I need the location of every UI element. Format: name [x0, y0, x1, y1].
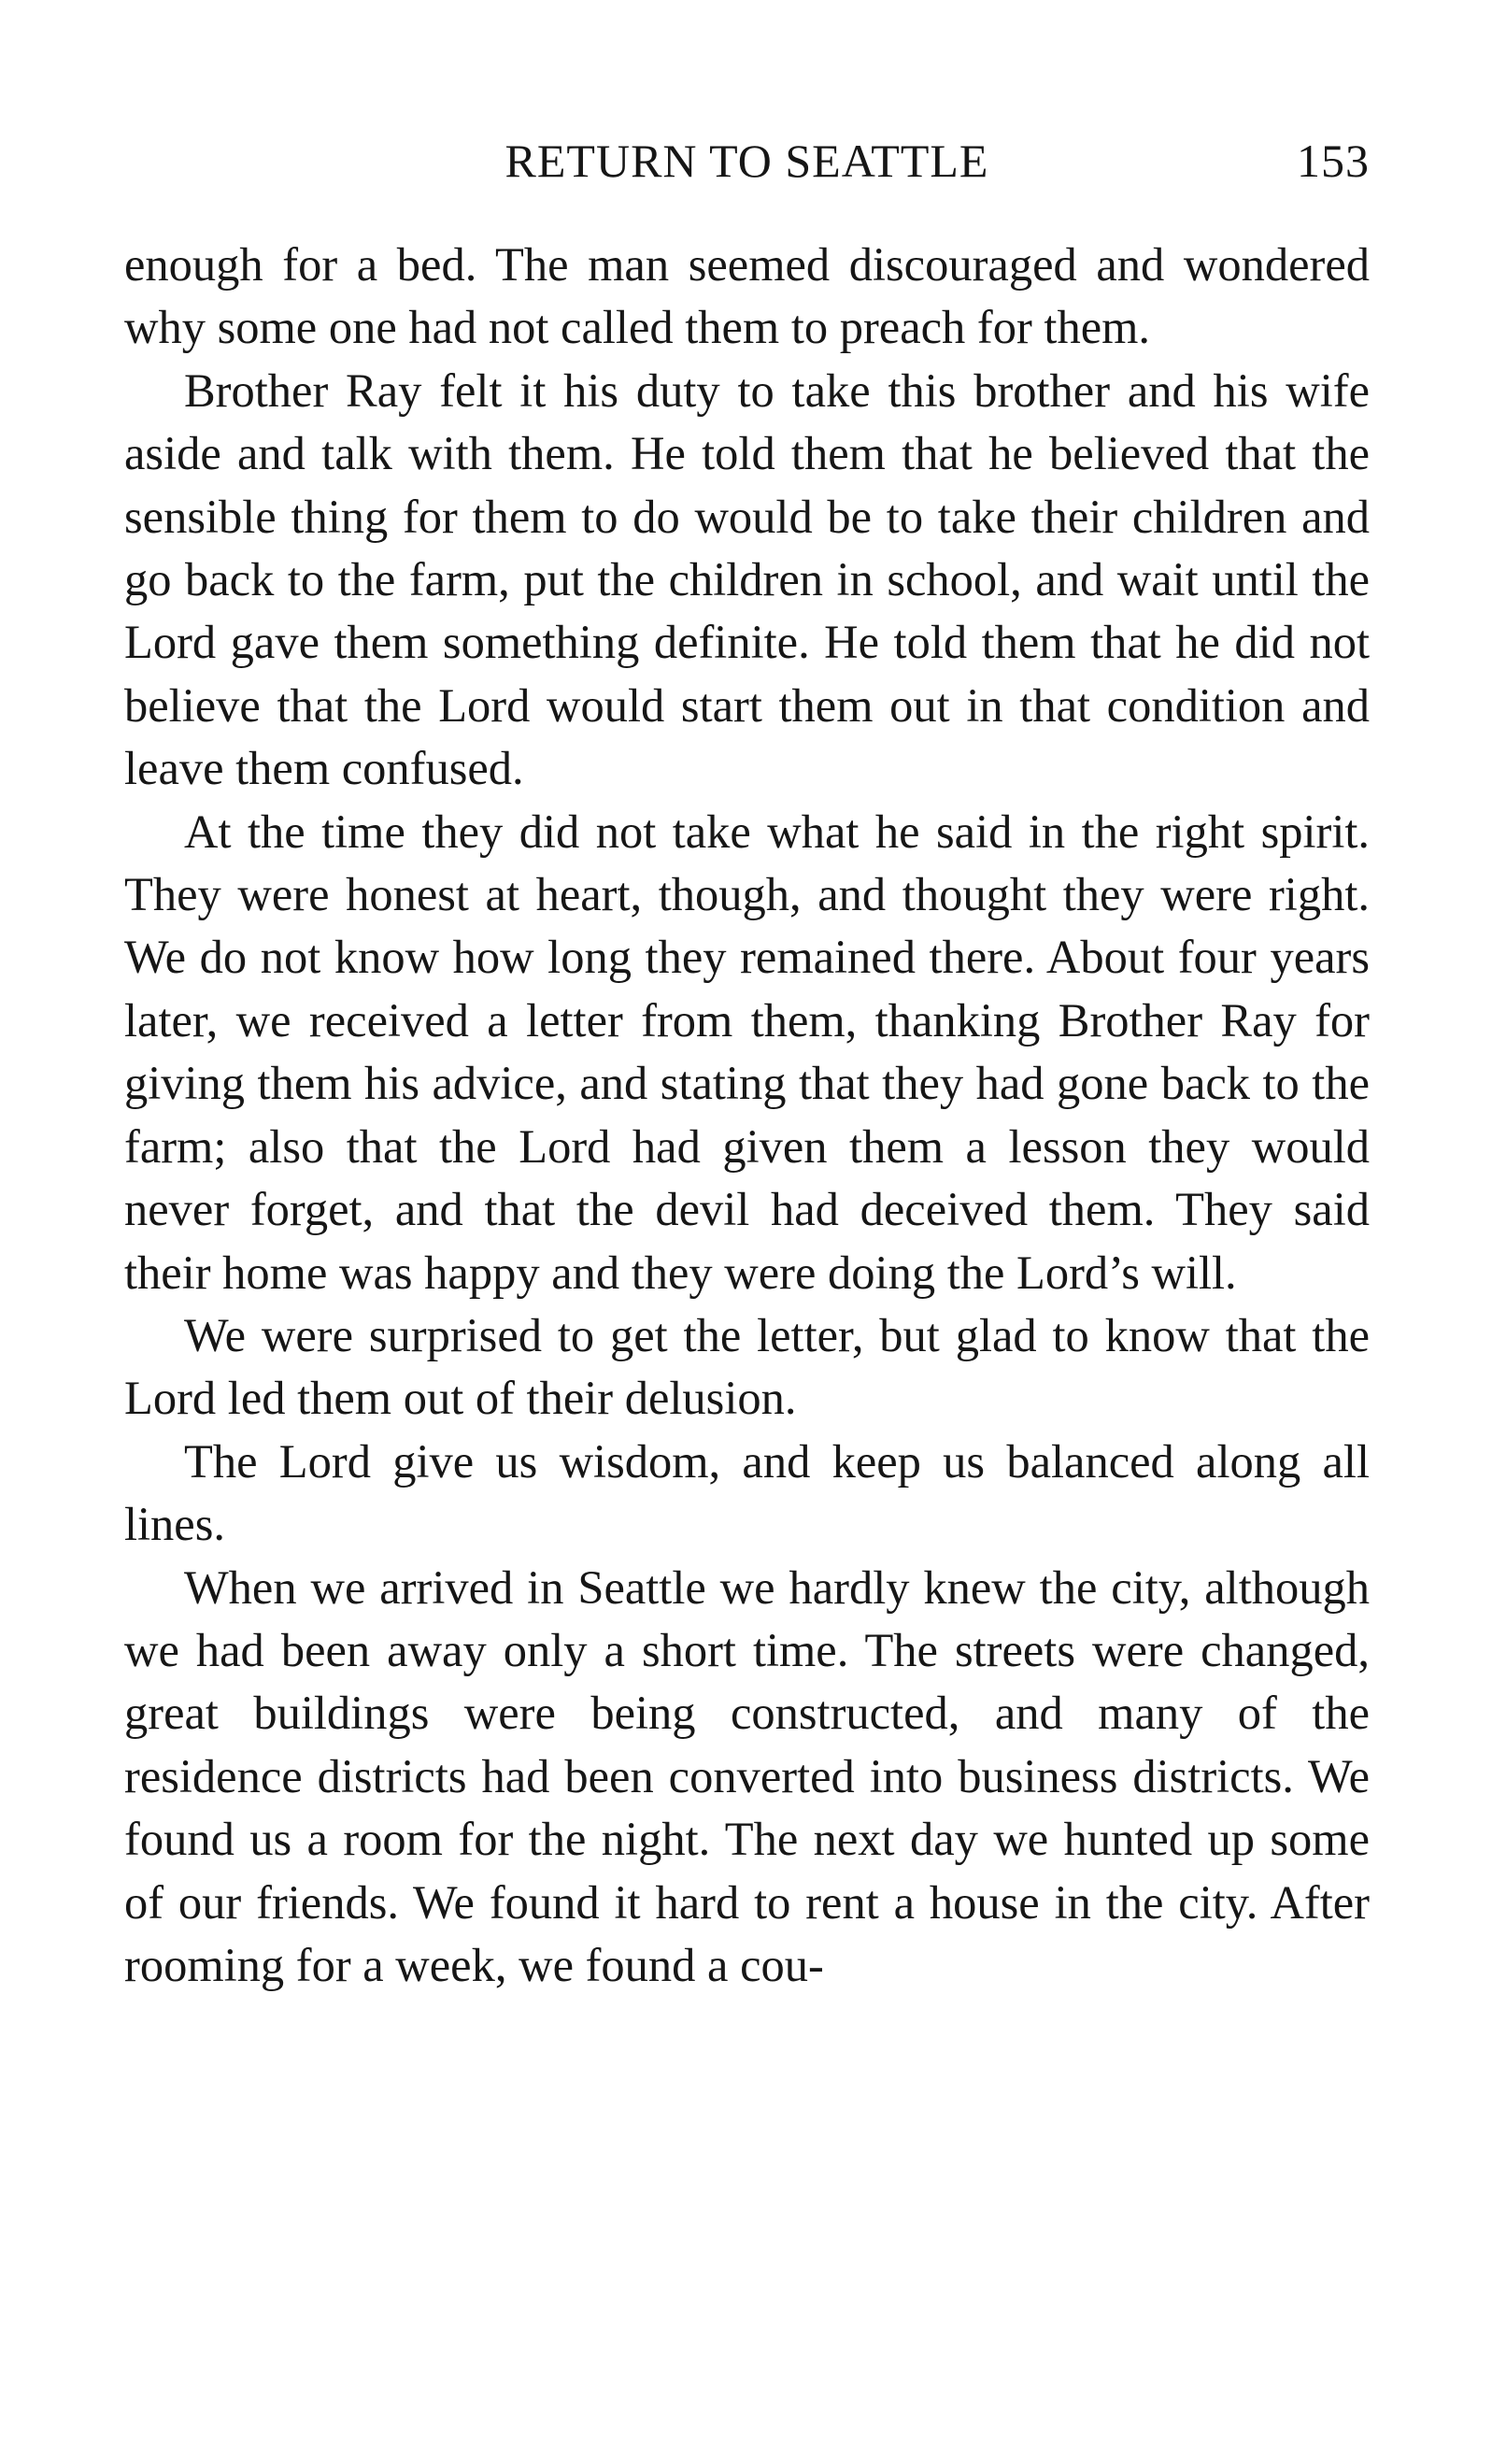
body-text — [124, 234, 1370, 1997]
book-page — [124, 123, 1370, 1997]
paragraph: When we arrived in Seattle we hardly knew the city, although we had been away only a short time. The streets were changed, great buildings were being constructed, and many of the residence districts had been converted into business districts. We found us a room for the night. The next day we hunted up some of our friends. We found it hard to rent a house in the city. After rooming for a week, we found a cou- — [124, 1560, 1370, 1991]
running-head — [124, 123, 1370, 198]
page-number: 153 — [1297, 135, 1370, 187]
paragraph: The Lord give us wisdom, and keep us balanced along all lines. — [124, 1434, 1370, 1551]
running-title: RETURN TO SEATTLE — [504, 135, 989, 187]
paragraph: At the time they did not take what he said in the right spirit. They were honest at heart, though, and thought they were right. We do not know how long they remained there. About four years later, we received a letter from them, thanking Brother Ray for giving them his advice, and stating that they had gone back to the farm; also that the Lord had given them a lesson they would never forget, and that the devil had deceived them. They said their home was happy and they were doing the Lord’s will. — [124, 805, 1370, 1299]
paragraph: We were surprised to get the letter, but glad to know that the Lord led them out of their delusion. — [124, 1308, 1370, 1425]
paragraph: Brother Ray felt it his duty to take this brother and his wife aside and talk with them. He told them that he believed that the sensible thing for them to do would be to take their children and go back to the farm, put the children in school, and wait until the Lord gave them something definite. He told them that he did not believe that the Lord would start them out in that condition and leave them confused. — [124, 363, 1370, 795]
paragraph-continued: enough for a bed. The man seemed discouraged and wondered why some one had not called them to preach for them. — [124, 238, 1370, 354]
